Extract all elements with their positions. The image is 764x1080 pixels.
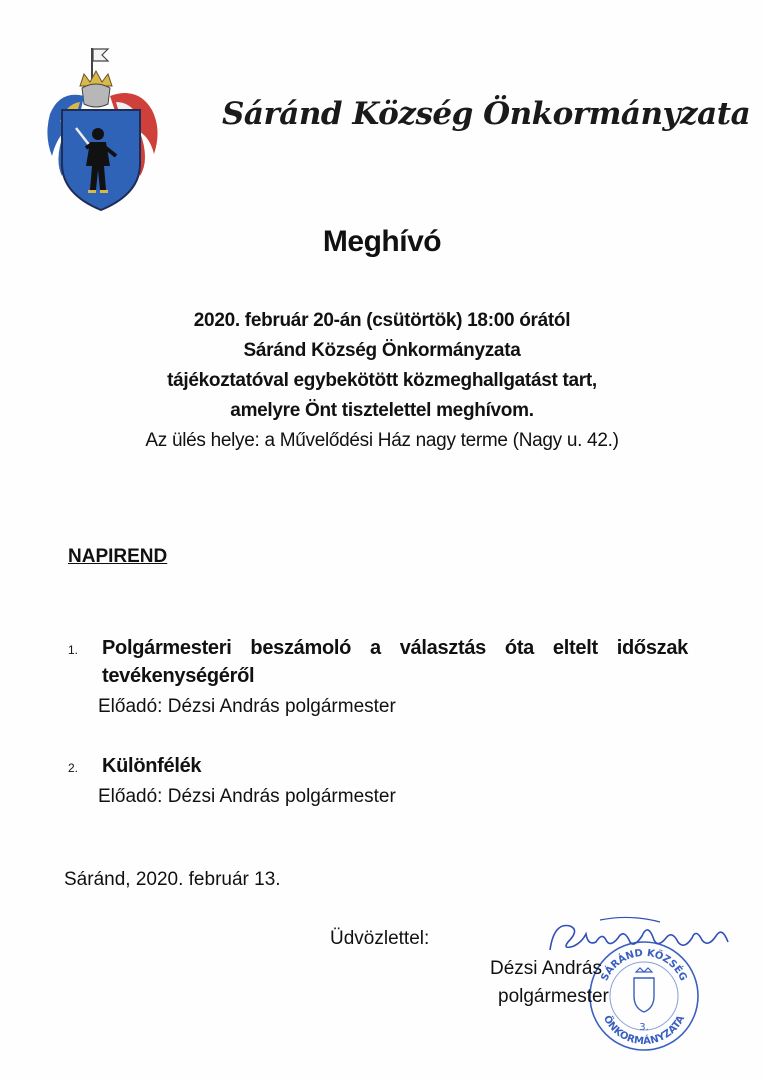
- agenda-item-number: 1.: [68, 643, 79, 657]
- agenda-item-title: Különfélék: [102, 755, 202, 777]
- agenda-item-title: Polgármesteri beszámoló a választás óta eltelt időszak: [102, 637, 688, 659]
- stamp-text-top: SÁRÁND KÖZSÉG: [599, 947, 689, 983]
- invitation-block: [0, 306, 764, 456]
- invitation-date: 2020. február 20-án (csütörtök) 18:00 órától: [193, 310, 571, 331]
- handwritten-signature-icon: [540, 912, 740, 962]
- invitation-location: Az ülés helye: a Művelődési Ház nagy terme (Nagy u. 42.): [145, 430, 619, 451]
- agenda-item-title-continued: tevékenységéről: [102, 665, 255, 687]
- invitation-organizer: Sáránd Község Önkormányzata: [243, 340, 521, 361]
- agenda-item: [68, 634, 688, 722]
- organization-name: Sáránd Község Önkormányzata: [222, 96, 751, 132]
- coat-of-arms-icon: [40, 44, 170, 214]
- place-and-date: Sáránd, 2020. február 13.: [64, 869, 281, 890]
- greeting: Üdvözlettel:: [330, 928, 430, 949]
- signer-title: polgármester: [498, 986, 609, 1007]
- agenda-heading: NAPIREND: [68, 546, 168, 567]
- document-title: Meghívó: [322, 225, 442, 258]
- invitation-event: tájékoztatóval egybekötött közmeghallgatást tart,: [167, 370, 597, 391]
- agenda-item-number: 2.: [68, 761, 79, 775]
- agenda-item: [68, 752, 688, 812]
- invitation-invite: amelyre Önt tisztelettel meghívom.: [230, 400, 534, 421]
- signer-name: Dézsi András: [490, 958, 602, 979]
- stamp-number: 3.: [639, 1022, 649, 1033]
- agenda-item-presenter: Előadó: Dézsi András polgármester: [98, 786, 396, 807]
- stamp-text-bottom: ÖNKORMÁNYZATA: [600, 1013, 688, 1048]
- agenda-item-presenter: Előadó: Dézsi András polgármester: [98, 696, 396, 717]
